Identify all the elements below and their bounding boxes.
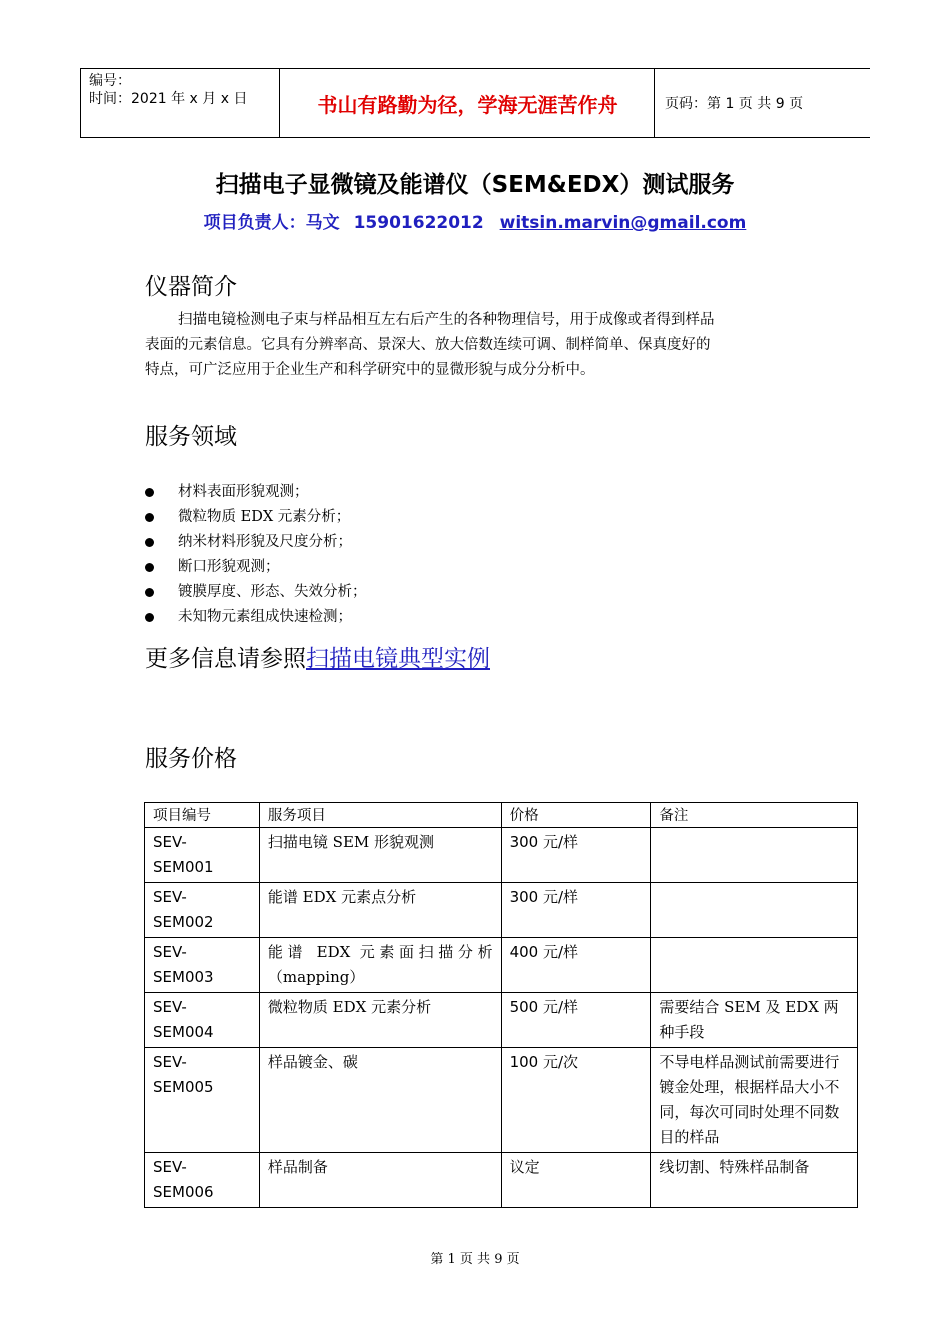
note-cell — [651, 828, 858, 883]
bullet-icon — [145, 513, 154, 522]
price-table — [144, 802, 858, 1208]
code-cell: SEV- SEM004 — [145, 993, 260, 1048]
item-cell: 能谱 EDX 元素点分析 — [259, 883, 501, 938]
price-heading: 服务价格 — [145, 746, 237, 772]
note-cell: 线切割、特殊样品制备 — [651, 1153, 858, 1208]
price-cell: 议定 — [501, 1153, 651, 1208]
code-cell: SEV- SEM003 — [145, 938, 260, 993]
list-item: 微粒物质 EDX 元素分析； — [145, 505, 367, 530]
intro-line: 特点，可广泛应用于企业生产和科学研究中的显微形貌与成分分析中。 — [145, 362, 595, 378]
code-cell: SEV- SEM006 — [145, 1153, 260, 1208]
price-cell: 100 元/次 — [501, 1048, 651, 1153]
contact-phone: 15901622012 — [353, 213, 484, 233]
contact-email-link[interactable]: witsin.marvin@gmail.com — [499, 213, 747, 233]
intro-line: 扫描电镜检测电子束与样品相互左右后产生的各种物理信号，用于成像或者得到样品 — [178, 312, 715, 328]
table-row — [145, 993, 858, 1048]
price-cell: 300 元/样 — [501, 828, 651, 883]
column-header: 备注 — [651, 803, 858, 828]
page-footer: 第 1 页 共 9 页 — [430, 1252, 520, 1267]
bullet-icon — [145, 613, 154, 622]
header-meta — [80, 69, 280, 137]
column-header: 价格 — [501, 803, 651, 828]
list-item: 未知物元素组成快速检测； — [145, 605, 367, 630]
bullet-icon — [145, 563, 154, 572]
column-header: 项目编号 — [145, 803, 260, 828]
list-item: 断口形貌观测； — [145, 555, 367, 580]
table-header-row — [145, 803, 858, 828]
table-row — [145, 883, 858, 938]
bullet-icon — [145, 588, 154, 597]
intro-paragraph — [145, 308, 810, 383]
service-heading: 服务领域 — [145, 424, 237, 450]
note-cell: 需要结合 SEM 及 EDX 两种手段 — [651, 993, 858, 1048]
more-info-prefix: 更多信息请参照 — [145, 646, 306, 672]
item-cell: 样品制备 — [259, 1153, 501, 1208]
price-cell: 500 元/样 — [501, 993, 651, 1048]
code-cell: SEV- SEM005 — [145, 1048, 260, 1153]
time-label: 时间：2021 年 x 月 x 日 — [89, 91, 248, 107]
bullet-icon — [145, 488, 154, 497]
more-info-line — [145, 640, 490, 673]
header-page-label: 页码：第 1 页 共 9 页 — [665, 96, 804, 112]
list-item: 纳米材料形貌及尺度分析； — [145, 530, 367, 555]
contact-label: 项目负责人：马文 — [203, 213, 340, 233]
document-title: 扫描电子显微镜及能谱仪（SEM&EDX）测试服务 — [215, 172, 735, 198]
examples-link[interactable]: 扫描电镜典型实例 — [306, 646, 490, 672]
price-cell: 300 元/样 — [501, 883, 651, 938]
table-row — [145, 1048, 858, 1153]
code-cell: SEV- SEM001 — [145, 828, 260, 883]
item-cell: 微粒物质 EDX 元素分析 — [259, 993, 501, 1048]
item-cell: 样品镀金、碳 — [259, 1048, 501, 1153]
price-cell: 400 元/样 — [501, 938, 651, 993]
bullet-icon — [145, 538, 154, 547]
item-cell: 扫描电镜 SEM 形貌观测 — [259, 828, 501, 883]
table-row — [145, 938, 858, 993]
column-header: 服务项目 — [259, 803, 501, 828]
item-cell: 能谱 EDX 元素面扫描分析（mapping） — [259, 938, 501, 993]
note-cell: 不导电样品测试前需要进行镀金处理，根据样品大小不同，每次可同时处理不同数目的样品 — [651, 1048, 858, 1153]
list-item: 镀膜厚度、形态、失效分析； — [145, 580, 367, 605]
header-motto: 书山有路勤为径，学海无涯苦作舟 — [281, 69, 655, 137]
note-cell — [651, 883, 858, 938]
contact-line — [0, 208, 950, 233]
number-label: 编号： — [89, 73, 131, 89]
table-row — [145, 828, 858, 883]
code-cell: SEV- SEM002 — [145, 883, 260, 938]
service-list — [145, 480, 367, 630]
list-item: 材料表面形貌观测； — [145, 480, 367, 505]
page-header — [80, 68, 870, 138]
intro-heading: 仪器简介 — [145, 274, 237, 300]
note-cell — [651, 938, 858, 993]
table-row — [145, 1153, 858, 1208]
intro-line: 表面的元素信息。它具有分辨率高、景深大、放大倍数连续可调、制样简单、保真度好的 — [145, 337, 711, 353]
